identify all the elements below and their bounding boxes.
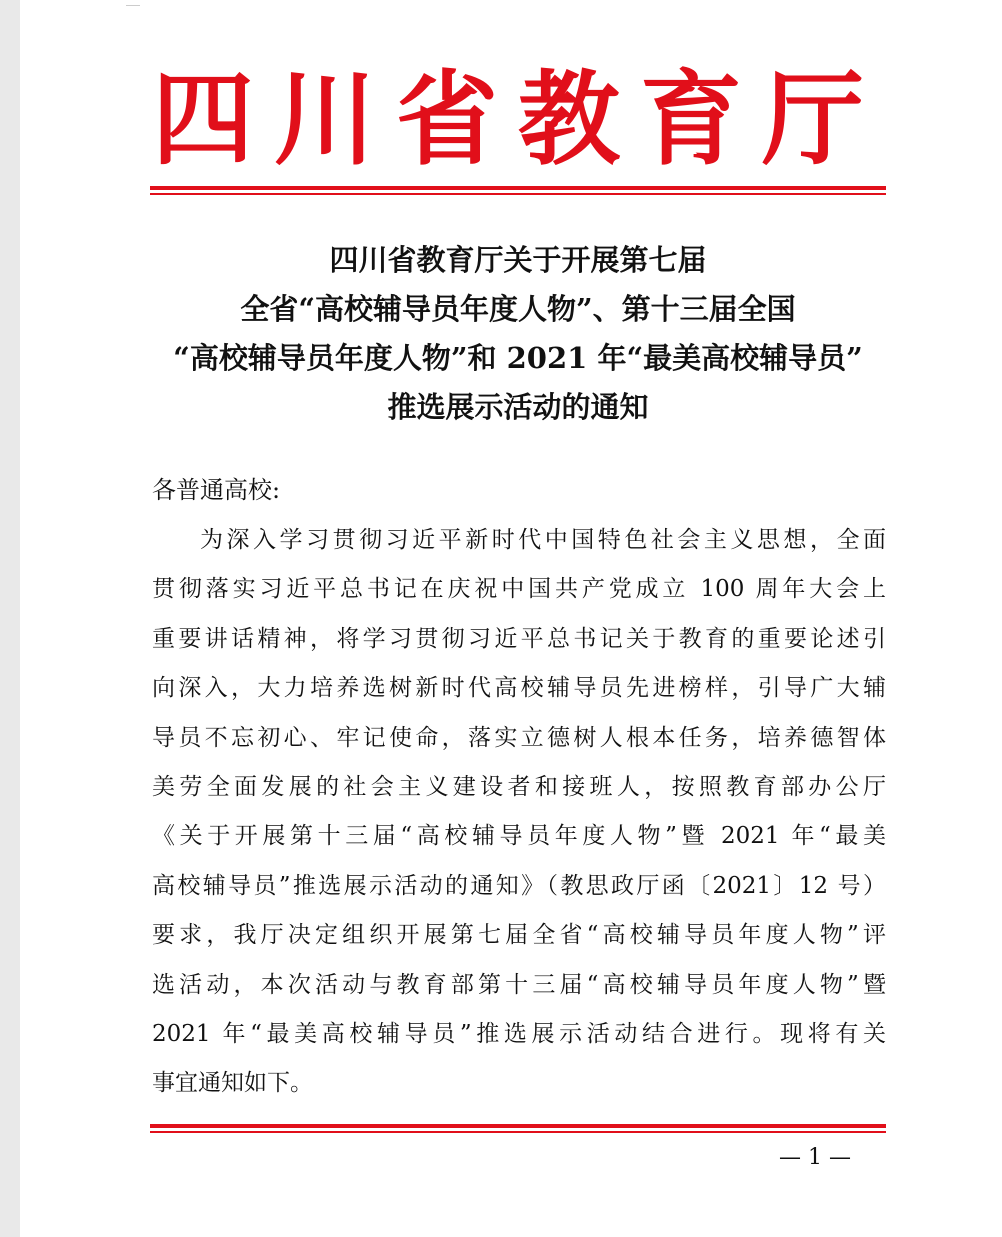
- salutation: 各普通高校:: [152, 476, 281, 504]
- body-line: 美劳全面发展的社会主义建设者和接班人，按照教育部办公厅: [152, 774, 886, 801]
- body-line: 贯彻落实习近平总书记在庆祝中国共产党成立 100 周年大会上: [152, 576, 886, 603]
- title-line: 全省“高校辅导员年度人物”、第十三届全国: [240, 292, 796, 326]
- page-number: — 1 —: [779, 1145, 851, 1170]
- letterhead-rule-thick: [150, 186, 886, 190]
- title-line: 推选展示活动的通知: [387, 390, 649, 424]
- page-left-edge: [0, 0, 20, 1237]
- title-line: “高校辅导员年度人物”和 2021 年“最美高校辅导员”: [173, 341, 863, 375]
- body-line: 《关于开展第十三届“高校辅导员年度人物”暨 2021 年“最美: [152, 823, 886, 850]
- corner-mark: [126, 0, 140, 6]
- body-line: 事宜通知如下。: [152, 1070, 313, 1097]
- body-line: 导员不忘初心、牢记使命，落实立德树人根本任务，培养德智体: [152, 724, 886, 751]
- body-line: 要求，我厅决定组织开展第七届全省“高校辅导员年度人物”评: [152, 922, 886, 949]
- title-line: 四川省教育厅关于开展第七届: [329, 243, 707, 277]
- body-line: 2021 年“最美高校辅导员”推选展示活动结合进行。现将有关: [152, 1021, 886, 1048]
- body-line: 为深入学习贯彻习近平新时代中国特色社会主义思想，全面: [200, 527, 886, 553]
- footer-rule-thin: [150, 1131, 886, 1133]
- body-line: 高校辅导员”推选展示活动的通知》（教思政厅函〔2021〕12 号）: [152, 872, 886, 899]
- body-line: 重要讲话精神，将学习贯彻习近平总书记关于教育的重要论述引: [152, 625, 886, 652]
- body-line: 向深入，大力培养选树新时代高校辅导员先进榜样，引导广大辅: [152, 675, 886, 702]
- letterhead-rule-thin: [150, 193, 886, 195]
- body-line: 选活动，本次活动与教育部第十三届“高校辅导员年度人物”暨: [152, 971, 886, 998]
- letterhead-organization: 四川省教育厅: [152, 61, 884, 180]
- document-title: [130, 236, 906, 432]
- body-paragraph: [152, 516, 886, 1109]
- footer-rule-thick: [150, 1124, 886, 1128]
